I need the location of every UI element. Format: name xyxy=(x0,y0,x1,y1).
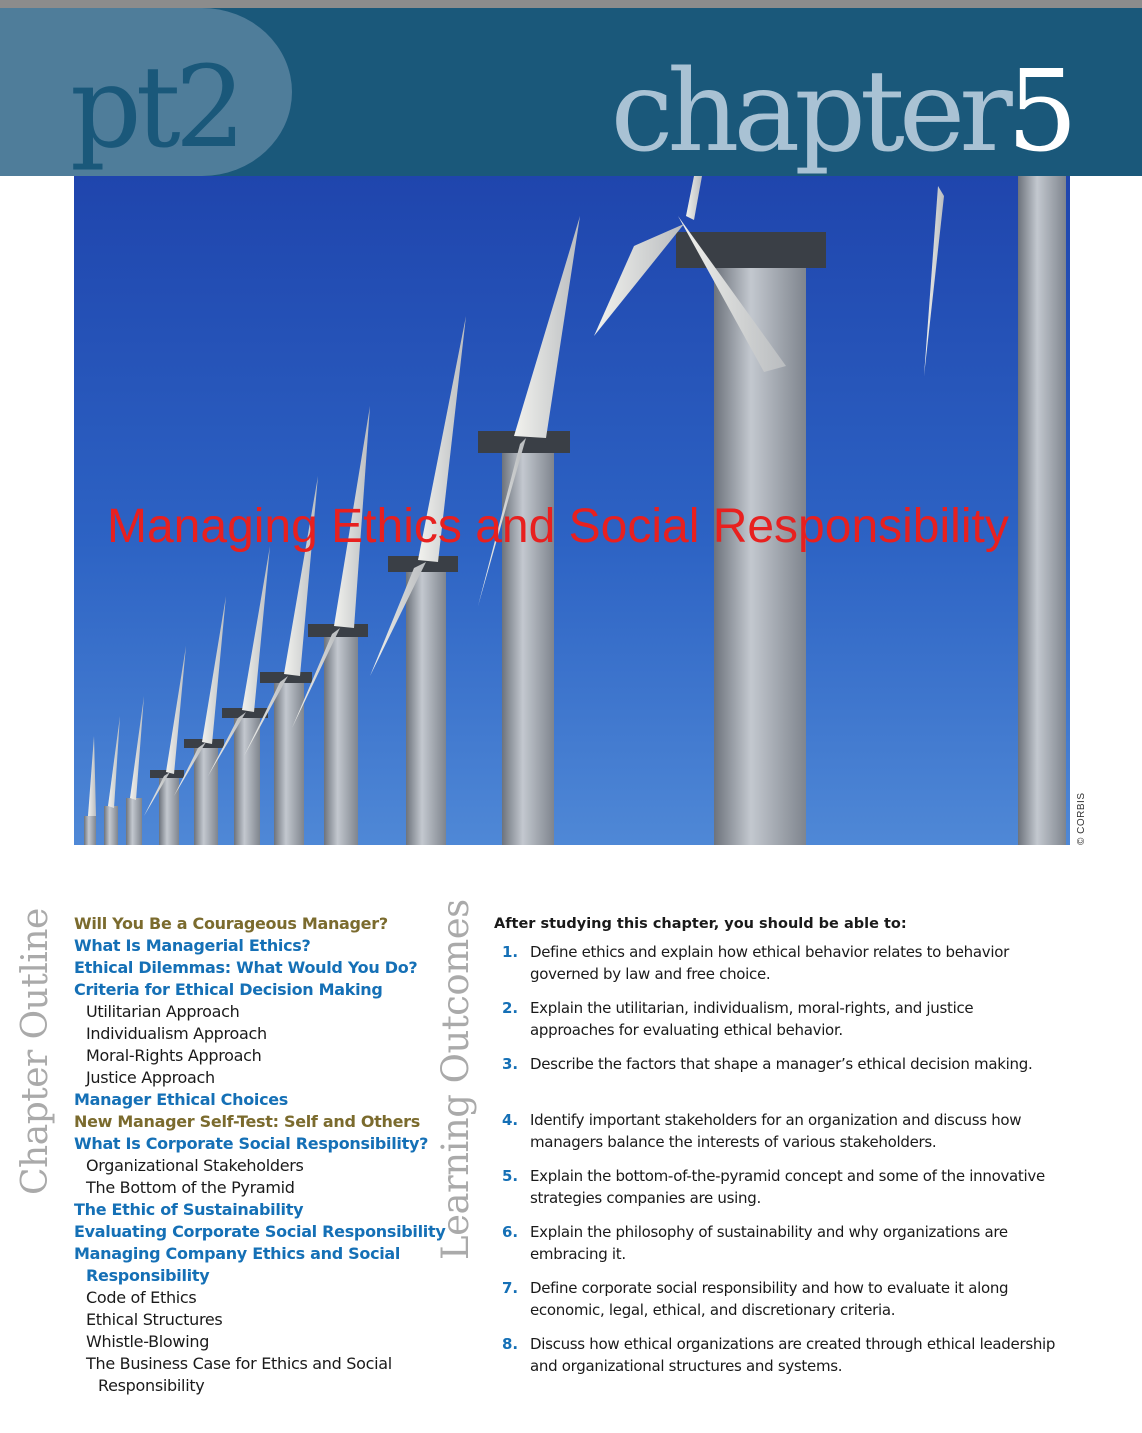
learning-outcome-item xyxy=(494,1053,1084,1109)
chapter-heading xyxy=(610,47,1072,176)
learning-outcome-text: Define ethics and explain how ethical behavior relates to behavior xyxy=(530,943,1009,961)
outline-item: Ethical Structures xyxy=(86,1310,223,1329)
outline-item: Organizational Stakeholders xyxy=(86,1156,304,1175)
chapter-title: Managing Ethics and Social Responsibility xyxy=(107,500,1009,553)
chapter-number: 5 xyxy=(1006,47,1072,176)
learning-outcome-text: Describe the factors that shape a manager’s ethical decision making. xyxy=(530,1055,1033,1073)
learning-outcome-text: governed by law and free choice. xyxy=(530,965,771,983)
learning-outcome-item xyxy=(494,1333,1084,1389)
outline-item: The Bottom of the Pyramid xyxy=(86,1178,295,1197)
outline-item: Ethical Dilemmas: What Would You Do? xyxy=(74,958,418,977)
top-rule xyxy=(0,0,1142,8)
outline-item: Utilitarian Approach xyxy=(86,1002,240,1021)
learning-outcome-number: 4. xyxy=(502,1111,519,1129)
outline-item: The Business Case for Ethics and Social xyxy=(86,1354,392,1373)
outline-item: The Ethic of Sustainability xyxy=(74,1200,304,1219)
learning-outcome-text: strategies companies are using. xyxy=(530,1189,761,1207)
learning-outcome-number: 3. xyxy=(502,1055,519,1073)
photo-credit: © CORBIS xyxy=(1076,792,1087,845)
learning-outcome-text: Define corporate social responsibility and how to evaluate it along xyxy=(530,1279,1009,1297)
outline-item: Criteria for Ethical Decision Making xyxy=(74,980,383,999)
learning-outcome-text: managers balance the interests of various stakeholders. xyxy=(530,1133,937,1151)
outline-item: Justice Approach xyxy=(86,1068,215,1087)
learning-outcome-text: Explain the utilitarian, individualism, moral-rights, and justice xyxy=(530,999,974,1017)
outline-item: Evaluating Corporate Social Responsibility xyxy=(74,1222,446,1241)
outline-item: Moral-Rights Approach xyxy=(86,1046,262,1065)
learning-outcomes-intro: After studying this chapter, you should be able to: xyxy=(494,916,907,932)
learning-outcomes-label: Learning Outcomes xyxy=(434,899,477,1260)
outline-item: New Manager Self-Test: Self and Others xyxy=(74,1112,420,1131)
outline-item: What Is Managerial Ethics? xyxy=(74,936,311,955)
learning-outcome-item xyxy=(494,1109,1084,1165)
part-label: pt2 xyxy=(70,43,240,173)
learning-outcome-text: Explain the philosophy of sustainability and why organizations are xyxy=(530,1223,1008,1241)
outline-item: Responsibility xyxy=(86,1266,210,1285)
chapter-word: chapter xyxy=(610,47,1007,176)
learning-outcome-text: and organizational structures and systems. xyxy=(530,1357,843,1375)
chapter-outline-label: Chapter Outline xyxy=(15,908,56,1195)
learning-outcome-text: approaches for evaluating ethical behavior. xyxy=(530,1021,843,1039)
learning-outcome-number: 1. xyxy=(502,943,519,961)
learning-outcome-number: 6. xyxy=(502,1223,519,1241)
learning-outcome-number: 8. xyxy=(502,1335,519,1353)
learning-outcome-item xyxy=(494,941,1084,997)
part-tab xyxy=(0,8,292,176)
outline-item: Managing Company Ethics and Social xyxy=(74,1244,401,1263)
learning-outcome-item xyxy=(494,997,1084,1053)
outline-item: Code of Ethics xyxy=(86,1288,197,1307)
learning-outcome-text: embracing it. xyxy=(530,1245,626,1263)
learning-outcome-item xyxy=(494,1221,1084,1277)
learning-outcomes-list xyxy=(494,941,1084,1389)
learning-outcome-number: 2. xyxy=(502,999,519,1017)
outline-item: Responsibility xyxy=(98,1376,205,1395)
learning-outcome-text: economic, legal, ethical, and discretionary criteria. xyxy=(530,1301,896,1319)
outline-item: Individualism Approach xyxy=(86,1024,267,1043)
outline-item: Will You Be a Courageous Manager? xyxy=(74,914,388,933)
learning-outcome-text: Explain the bottom-of-the-pyramid concept and some of the innovative xyxy=(530,1167,1045,1185)
learning-outcome-text: Identify important stakeholders for an organization and discuss how xyxy=(530,1111,1022,1129)
chapter-outline-list xyxy=(74,913,446,1397)
chapter-banner xyxy=(0,8,1142,176)
outline-item: Manager Ethical Choices xyxy=(74,1090,289,1109)
learning-outcome-item xyxy=(494,1165,1084,1221)
learning-outcome-number: 7. xyxy=(502,1279,519,1297)
learning-outcome-text: Discuss how ethical organizations are created through ethical leadership xyxy=(530,1335,1056,1353)
learning-outcome-number: 5. xyxy=(502,1167,519,1185)
outline-item: Whistle-Blowing xyxy=(86,1332,210,1351)
outline-item: What Is Corporate Social Responsibility? xyxy=(74,1134,429,1153)
learning-outcome-item xyxy=(494,1277,1084,1333)
